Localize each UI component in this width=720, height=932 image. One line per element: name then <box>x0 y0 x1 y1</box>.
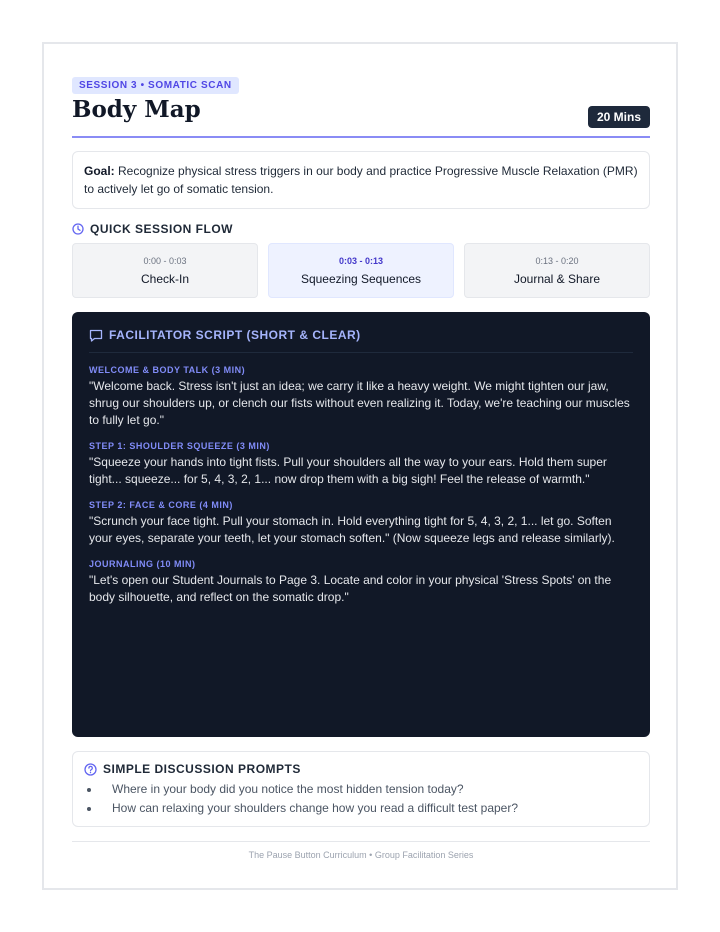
title-divider <box>72 136 650 138</box>
flow-time: 0:03 - 0:13 <box>338 255 384 266</box>
flow-card-check-in <box>72 243 258 298</box>
step-title: STEP 2: FACE & CORE (4 MIN) <box>89 500 233 510</box>
prompts-heading <box>84 762 638 776</box>
prompts-list <box>84 780 638 818</box>
goal-box <box>72 151 650 209</box>
flow-label: Squeezing Sequences <box>300 271 422 286</box>
flow-time: 0:00 - 0:03 <box>143 255 187 266</box>
script-step <box>89 441 633 488</box>
goal-text: Recognize physical stress triggers in our body and practice Progressive Muscle Relaxation (PMR) to actively let go of somatic tension. <box>84 164 638 196</box>
session-tag: SESSION 3 • SOMATIC SCAN <box>72 77 239 94</box>
facilitator-script <box>72 312 650 737</box>
step-title: JOURNALING (10 MIN) <box>89 559 196 569</box>
step-text: "Let's open our Student Journals to Page 3. Locate and color in your physical 'Stress Spots' on the body silhouette, and reflect on the somatic drop." <box>89 573 612 604</box>
prompts-heading-label: SIMPLE DISCUSSION PROMPTS <box>103 762 301 776</box>
discussion-prompts <box>72 751 650 827</box>
flow-card-squeezing-sequences <box>268 243 454 298</box>
flow-label: Journal & Share <box>513 271 601 286</box>
prompt-item: • Where in your body did you notice the most hidden tension today? <box>101 780 638 799</box>
script-step <box>89 500 633 547</box>
flow-time: 0:13 - 0:20 <box>535 255 579 266</box>
flow-label: Check-In <box>140 271 190 286</box>
step-title: WELCOME & BODY TALK (3 MIN) <box>89 365 246 375</box>
step-title: STEP 1: SHOULDER SQUEEZE (3 MIN) <box>89 441 270 451</box>
lesson-page <box>42 42 678 890</box>
script-heading-label: FACILITATOR SCRIPT (SHORT & CLEAR) <box>109 328 361 342</box>
question-icon <box>84 763 97 776</box>
prompt-item: • How can relaxing your shoulders change how you read a difficult test paper? <box>101 799 638 818</box>
step-text: "Squeeze your hands into tight fists. Pull your shoulders all the way to your ears. Hold them super tight... squeeze... for 5, 4, 3, 2, 1... now drop them with a big sigh! Feel the release of warmth." <box>89 455 607 486</box>
script-heading <box>89 328 633 353</box>
page-title: Body Map <box>72 96 201 123</box>
flow-card-journal-share <box>464 243 650 298</box>
step-text: "Scrunch your face tight. Pull your stomach in. Hold everything tight for 5, 4, 3, 2, 1... let go. Soften your eyes, separate your teeth, let your stomach soften." (Now squeeze legs and release similarly). <box>89 514 615 545</box>
flow-heading-label: QUICK SESSION FLOW <box>90 222 234 236</box>
duration-badge: 20 Mins <box>588 106 650 128</box>
clock-icon <box>72 223 84 235</box>
footer-divider <box>72 841 650 842</box>
script-step <box>89 365 633 429</box>
step-text: "Welcome back. Stress isn't just an idea; we carry it like a heavy weight. We might tighten our jaw, shrug our shoulders up, or clench our fists without even realizing it. Today, we're teaching our muscles to fully let go." <box>89 379 630 427</box>
goal-label: Goal: <box>84 164 115 178</box>
script-step <box>89 559 633 606</box>
footer-text: The Pause Button Curriculum • Group Facilitation Series <box>248 850 474 860</box>
message-icon <box>89 329 103 342</box>
flow-heading <box>72 222 233 236</box>
session-flow <box>72 243 650 298</box>
